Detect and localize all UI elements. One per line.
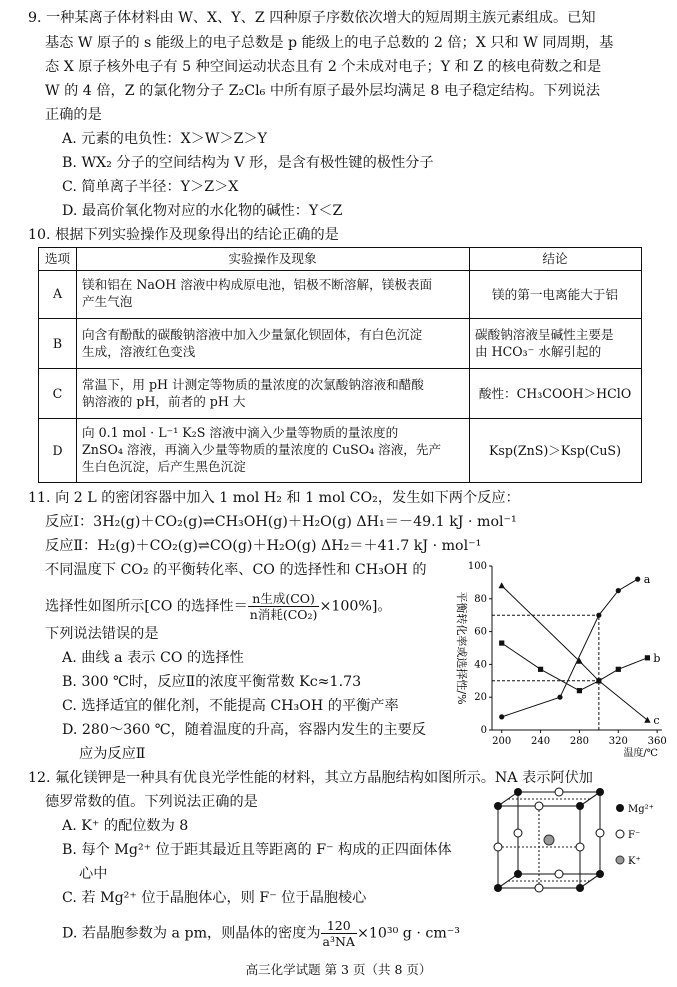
q9-stem-line-4: W 的 4 倍，Z 的氯化物分子 Z₂Cl₆ 中所有原子最外层均满足 8 电子稳定结构。下列说法 xyxy=(45,83,601,99)
q10-stem: 10. 根据下列实验操作及现象得出的结论正确的是 xyxy=(28,227,339,243)
point-b xyxy=(499,640,504,645)
q9-stem-line-3: 态 X 原子核外电子有 5 种空间运动状态且有 2 个未成对电子；Y 和 Z 的核电荷数之和是 xyxy=(45,59,602,75)
legend-f: F⁻ xyxy=(628,830,641,841)
q9-stem-line-2: 基态 W 原子的 s 能级上的电子总数是 p 能级上的电子总数的 2 倍；X 只和 W 同周期，基 xyxy=(45,35,614,51)
table-header-option: 选项 xyxy=(44,251,71,266)
x-tick-label: 360 xyxy=(647,736,667,747)
y-tick-label: 60 xyxy=(474,626,487,638)
legend-mg: Mg²⁺ xyxy=(628,804,654,815)
q9-stem-line-1: 9. 一种某离子体材料由 W、X、Y、Z 四种原子序数依次增大的短周期主族元素组成。已知 xyxy=(28,10,596,26)
co-selectivity-formula: 选择性如图所示[CO 的选择性＝ $\frac{\text{n生成(CO)}}{\text{n消耗(CO₂)}}$ ×100%]。 xyxy=(45,591,392,622)
y-axis-label: 平衡转化率或选择性/% xyxy=(455,591,468,705)
q9-stem-line-5: 正确的是 xyxy=(45,107,102,123)
q11-stem: 11. 向 2 L 的密闭容器中加入 1 mol H₂ 和 1 mol CO₂，发生如下两个反应： xyxy=(28,490,520,506)
y-tick-label: 40 xyxy=(474,659,487,671)
x-axis-label: 温度/℃ xyxy=(623,748,658,759)
equilibrium-chart xyxy=(440,558,670,766)
table-header-conclusion: 结论 xyxy=(542,251,568,266)
k-ion xyxy=(544,835,554,845)
point-b xyxy=(577,688,582,693)
series-label-b: b xyxy=(653,651,661,665)
reaction-2: 反应Ⅱ：H₂(g)＋CO₂(g)⇌CO(g)＋H₂O(g) ΔH₂＝＋41.7 kJ · mol⁻¹ xyxy=(45,538,482,554)
q12-stem-line-2: 德罗常数的值。下列说法正确的是 xyxy=(45,794,258,810)
x-tick-label: 240 xyxy=(531,736,551,747)
q9-option-c: C. 简单离子半径：Y＞Z＞X xyxy=(62,179,239,195)
crystal-cell-diagram xyxy=(488,786,673,898)
q12-option-a: A. K⁺ 的配位数为 8 xyxy=(62,818,189,834)
q11-stem-line-4: 不同温度下 CO₂ 的平衡转化率、CO 的选择性和 CH₃OH 的 xyxy=(45,562,427,578)
page-footer: 高三化学试题 第 3 页（共 8 页） xyxy=(245,962,432,977)
x-tick-label: 320 xyxy=(608,736,628,747)
legend-mg-marker xyxy=(616,804,624,812)
x-tick-label: 280 xyxy=(569,736,589,747)
series-label-c: c xyxy=(653,714,660,728)
point-c xyxy=(499,582,505,588)
legend-k: K⁺ xyxy=(628,856,641,867)
q11-option-a: A. 曲线 a 表示 CO 的选择性 xyxy=(62,650,244,666)
q11-option-d-cont: 应为反应Ⅱ xyxy=(79,746,146,762)
table-header-operation: 实验操作及现象 xyxy=(228,251,317,266)
q11-option-b: B. 300 ℃时，反应Ⅱ的浓度平衡常数 Kc≈1.73 xyxy=(62,674,362,690)
reaction-1: 反应Ⅰ：3H₂(g)＋CO₂(g)⇌CH₃OH(g)＋H₂O(g) ΔH₁＝－49.1 kJ · mol⁻¹ xyxy=(45,514,517,530)
point-a xyxy=(499,714,504,719)
q12-stem-line-1: 12. 氟化镁钾是一种具有优良光学性能的材料，其立方晶胞结构如图所示。NA 表示阿伏加 xyxy=(28,770,593,786)
q11-question: 下列说法错误的是 xyxy=(45,626,159,642)
y-tick-label: 20 xyxy=(474,692,487,704)
point-a xyxy=(635,577,640,582)
series-line-c xyxy=(502,586,648,720)
point-a xyxy=(596,613,601,618)
q12-option-b: B. 每个 Mg²⁺ 位于距其最近且等距离的 F⁻ 构成的正四面体体 xyxy=(62,842,452,858)
q9-option-a: A. 元素的电负性：X＞W＞Z＞Y xyxy=(62,131,268,147)
series-label-a: a xyxy=(643,573,651,587)
legend-f-marker xyxy=(616,830,624,838)
point-c xyxy=(644,717,650,723)
point-a xyxy=(557,695,562,700)
point-b xyxy=(538,667,543,672)
y-tick-label: 100 xyxy=(467,561,487,572)
q11-option-d: D. 280～360 ℃，随着温度的升高，容器内发生的主要反 xyxy=(62,722,426,738)
q12-option-b-cont: 心中 xyxy=(79,866,108,882)
q9-option-d: D. 最高价氧化物对应的水化物的碱性：Y＜Z xyxy=(62,203,343,219)
x-tick-label: 200 xyxy=(492,736,512,747)
q11-option-c: C. 选择适宜的催化剂，不能提高 CH₃OH 的平衡产率 xyxy=(62,698,399,714)
q9-option-b: B. WX₂ 分子的空间结构为 V 形，是含有极性键的极性分子 xyxy=(62,155,434,171)
point-a xyxy=(616,588,621,593)
q10-table: 选项 实验操作及现象 结论 A 镁和铝在 NaOH 溶液中构成原电池，铝极不断溶解，镁极表面 产生气泡 镁的第一电离能大于铝 B 向含有酚酞的碳酸钠溶液中加入少量氯化钡固体，有白色沉淀 生成，溶液红色变浅 碳酸钠溶液呈碱性主要是 由 HCO₃⁻ 水解引起的 C 常温下，用 pH 计测定等物质的量浓度的次氯酸钠溶液和醋酸 钠溶液的 pH，前者的 pH 大 酸性：CH₃COOH＞HClO D 向 0.1 mol · L⁻¹ K₂S 溶液中滴入少量等物质的量浓度的 ZnSO₄ 溶液，再滴入少量等物质的量浓度的 CuSO₄ 溶液，先产 生白色沉淀，后产生黑色沉淀 Ksp(ZnS)＞Ksp(CuS) xyxy=(38,247,642,483)
q12-option-c: C. 若 Mg²⁺ 位于晶胞体心，则 F⁻ 位于晶胞棱心 xyxy=(62,890,367,906)
y-tick-label: 0 xyxy=(480,725,487,736)
q12-option-d: D. 若晶胞参数为 a pm，则晶体的密度为 $\frac{120}{\text{a³NA}}$ ×10³⁰ g · cm⁻³ xyxy=(62,918,460,949)
point-b xyxy=(645,655,650,660)
legend-k-marker xyxy=(616,856,624,864)
point-b xyxy=(616,667,621,672)
y-tick-label: 80 xyxy=(474,593,487,605)
